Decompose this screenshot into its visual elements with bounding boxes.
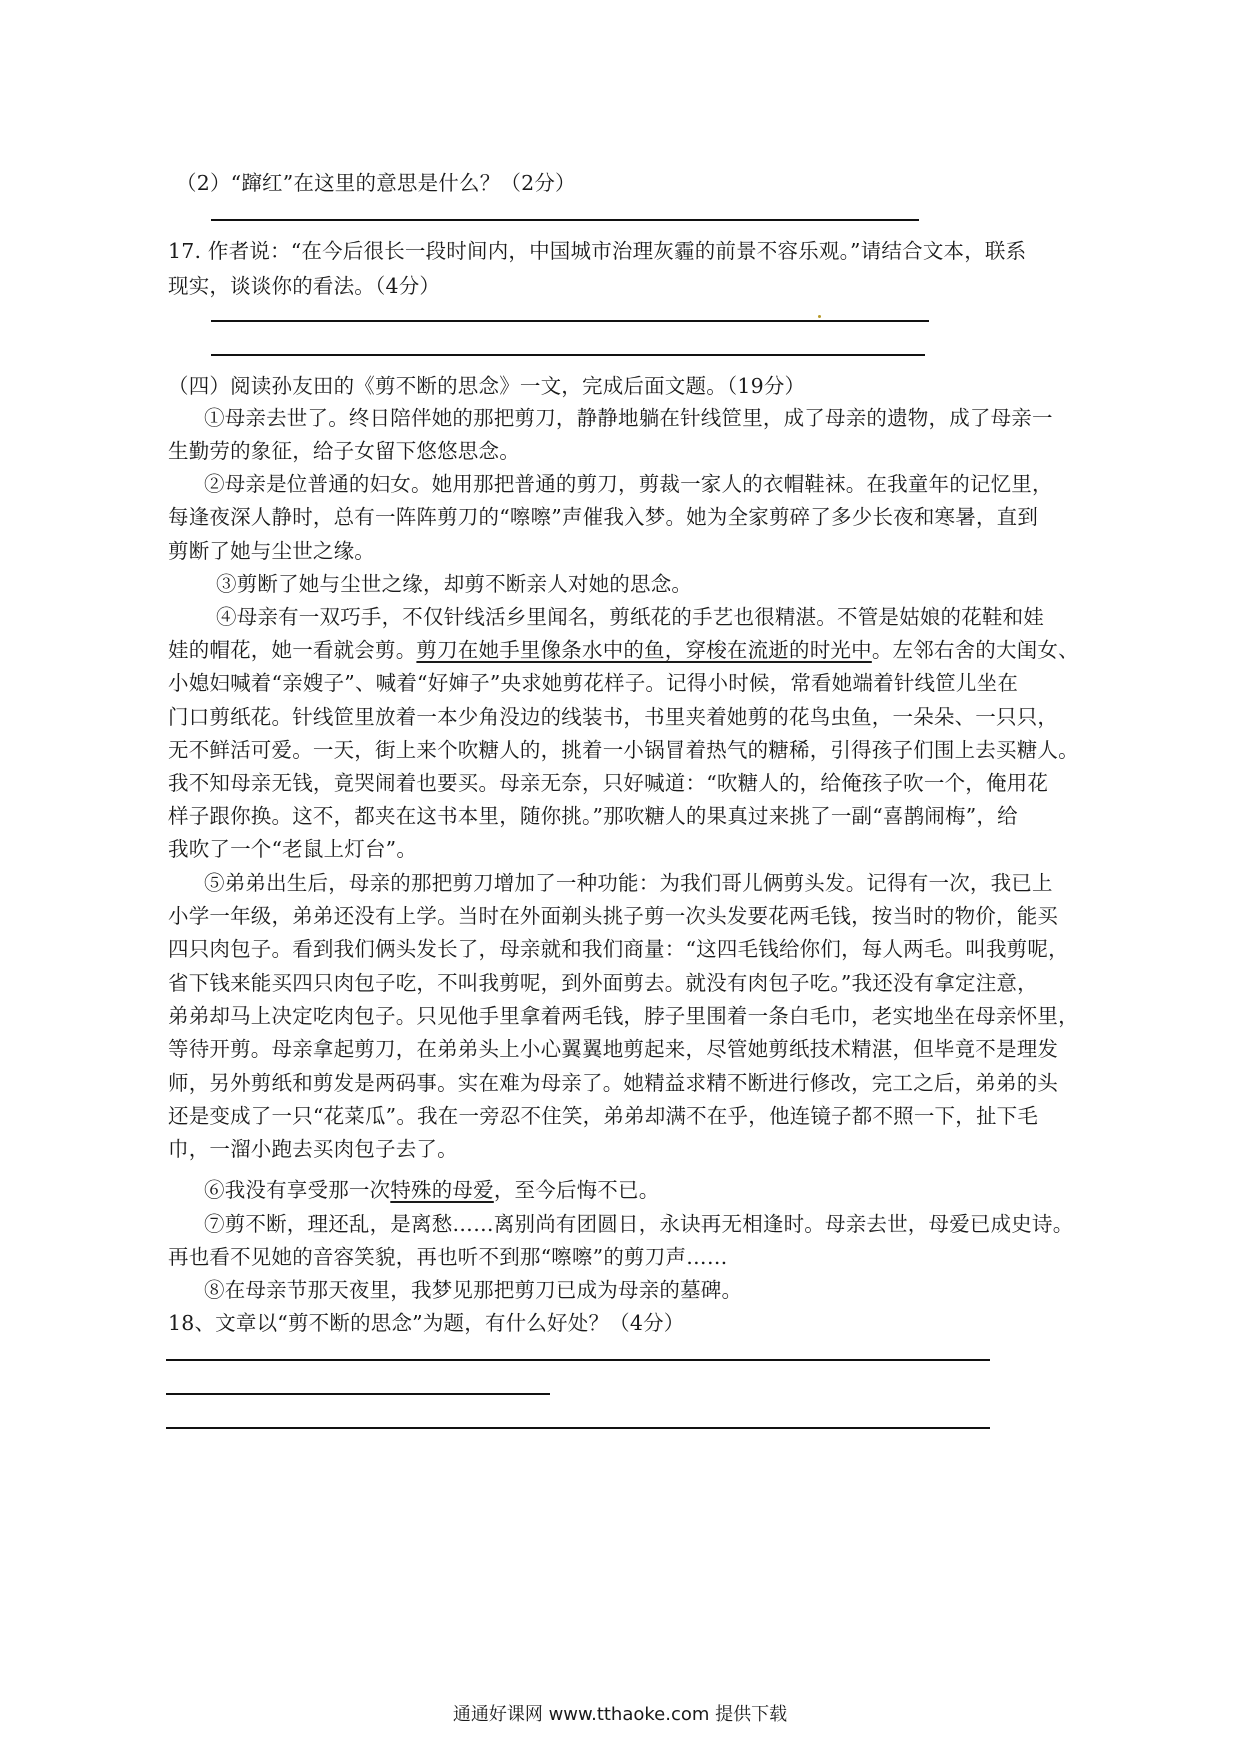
paragraph-2-line: 剪断了她与尘世之缘。: [168, 539, 375, 563]
paragraph-4-line: ④母亲有一双巧手，不仅针线活乡里闻名，剪纸花的手艺也很精湛。不管是姑娘的花鞋和娃: [216, 605, 1044, 629]
paragraph-4-line: 无不鲜活可爱。一天，街上来个吹糖人的，挑着一小锅冒着热气的糖稀，引得孩子们围上去买糖人。: [168, 738, 1079, 762]
paragraph-2-line: 每逢夜深人静时，总有一阵阵剪刀的“嚓嚓”声催我入梦。她为全家剪碎了多少长夜和寒暑，直到: [168, 505, 1039, 529]
paragraph-5-line: 小学一年级，弟弟还没有上学。当时在外面剃头挑子剪一次头发要花两毛钱，按当时的物价，能买: [168, 904, 1059, 928]
answer-line: [211, 219, 919, 221]
paragraph-1-line: ①母亲去世了。终日陪伴她的那把剪刀，静静地躺在针线笸里，成了母亲的遗物，成了母亲一: [204, 406, 1053, 430]
page-footer: 通通好课网 www.tthaoke.com 提供下载: [452, 1704, 788, 1725]
question-18: 18、文章以“剪不断的思念”为题，有什么好处？（4分）: [168, 1311, 685, 1335]
underlined-sentence: 剪刀在她手里像条水中的鱼，穿梭在流逝的时光中: [416, 638, 872, 662]
answer-line: [166, 1427, 990, 1429]
paragraph-5-line: 巾，一溜小跑去买肉包子去了。: [168, 1137, 458, 1161]
paragraph-5-line: 省下钱来能买四只肉包子吃，不叫我剪呢，到外面剪去。就没有肉包子吃。”我还没有拿定注意，: [168, 971, 1038, 995]
paragraph-4-line: 我不知母亲无钱，竟哭闹着也要买。母亲无奈，只好喊道：“吹糖人的，给俺孩子吹一个，俺用花: [168, 771, 1049, 795]
paragraph-7-line: 再也看不见她的音容笑貌，再也听不到那“嚓嚓”的剪刀声……: [168, 1245, 728, 1269]
paragraph-8: ⑧在母亲节那天夜里，我梦见那把剪刀已成为母亲的墓碑。: [204, 1278, 743, 1302]
paragraph-7-line: ⑦剪不断，理还乱，是离愁……离别尚有团圆日，永诀再无相逢时。母亲去世，母爱已成史诗。: [204, 1212, 1074, 1236]
paragraph-3: ③剪断了她与尘世之缘，却剪不断亲人对她的思念。: [216, 572, 693, 596]
answer-line: [166, 1393, 550, 1395]
paragraph-5-line: 四只肉包子。看到我们俩头发长了，母亲就和我们商量：“这四毛钱给你们，每人两毛。叫我剪呢，: [168, 937, 1069, 961]
underlined-phrase: 特殊的母爱: [390, 1178, 494, 1202]
scan-speck: [818, 315, 821, 318]
paragraph-5-line: 师，另外剪纸和剪发是两码事。实在难为母亲了。她精益求精不断进行修改，完工之后，弟弟的头: [168, 1071, 1059, 1095]
paragraph-6: [204, 1173, 659, 1203]
answer-line: [166, 1359, 990, 1361]
question-17-line-1: 17. 作者说：“在今后很长一段时间内，中国城市治理灰霾的前景不容乐观。”请结合文本，联系: [168, 239, 1027, 263]
paragraph-4-text: 娃的帽花，她一看就会剪。: [168, 638, 417, 662]
paragraph-4-line: 门口剪纸花。针线笸里放着一本少角没边的线装书，书里夹着她剪的花鸟虫鱼，一朵朵、一只只，: [168, 705, 1059, 729]
paragraph-5-line: 还是变成了一只“花菜瓜”。我在一旁忍不住笑，弟弟却满不在乎，他连镜子都不照一下，扯下毛: [168, 1104, 1039, 1128]
paragraph-5-line: ⑤弟弟出生后，母亲的那把剪刀增加了一种功能：为我们哥儿俩剪头发。记得有一次，我已上: [204, 871, 1053, 895]
paragraph-4-line: [168, 633, 1079, 663]
paragraph-2-line: ②母亲是位普通的妇女。她用那把普通的剪刀，剪裁一家人的衣帽鞋袜。在我童年的记忆里，: [204, 472, 1053, 496]
paragraph-6-text: ，至今后悔不已。: [493, 1178, 660, 1202]
paragraph-4-line: 我吹了一个“老鼠上灯台”。: [168, 837, 418, 861]
question-16-2: （2）“蹿红”在这里的意思是什么？（2分）: [176, 171, 576, 195]
answer-line: [211, 320, 929, 322]
paragraph-4-line: 小媳妇喊着“亲嫂子”、喊着“好婶子”央求她剪花样子。记得小时候，常看她端着针线笸儿坐在: [168, 671, 1019, 695]
section-4-heading: （四）阅读孙友田的《剪不断的思念》一文，完成后面文题。（19分）: [168, 374, 806, 398]
paragraph-5-line: 等待开剪。母亲拿起剪刀，在弟弟头上小心翼翼地剪起来，尽管她剪纸技术精湛，但毕竟不是理发: [168, 1037, 1059, 1061]
paragraph-1-line: 生勤劳的象征，给子女留下悠悠思念。: [168, 439, 520, 463]
paragraph-4-line: 样子跟你换。这不，都夹在这书本里，随你挑。”那吹糖人的果真过来挑了一副“喜鹊闹梅”，给: [168, 804, 1018, 828]
answer-line: [211, 354, 925, 356]
paragraph-6-text: ⑥我没有享受那一次: [204, 1178, 391, 1202]
paragraph-4-text: 。左邻右舍的大闺女、: [871, 638, 1079, 662]
question-17-line-2: 现实，谈谈你的看法。（4分）: [168, 274, 441, 298]
paragraph-5-line: 弟弟却马上决定吃肉包子。只见他手里拿着两毛钱，脖子里围着一条白毛巾，老实地坐在母亲怀里，: [168, 1004, 1079, 1028]
